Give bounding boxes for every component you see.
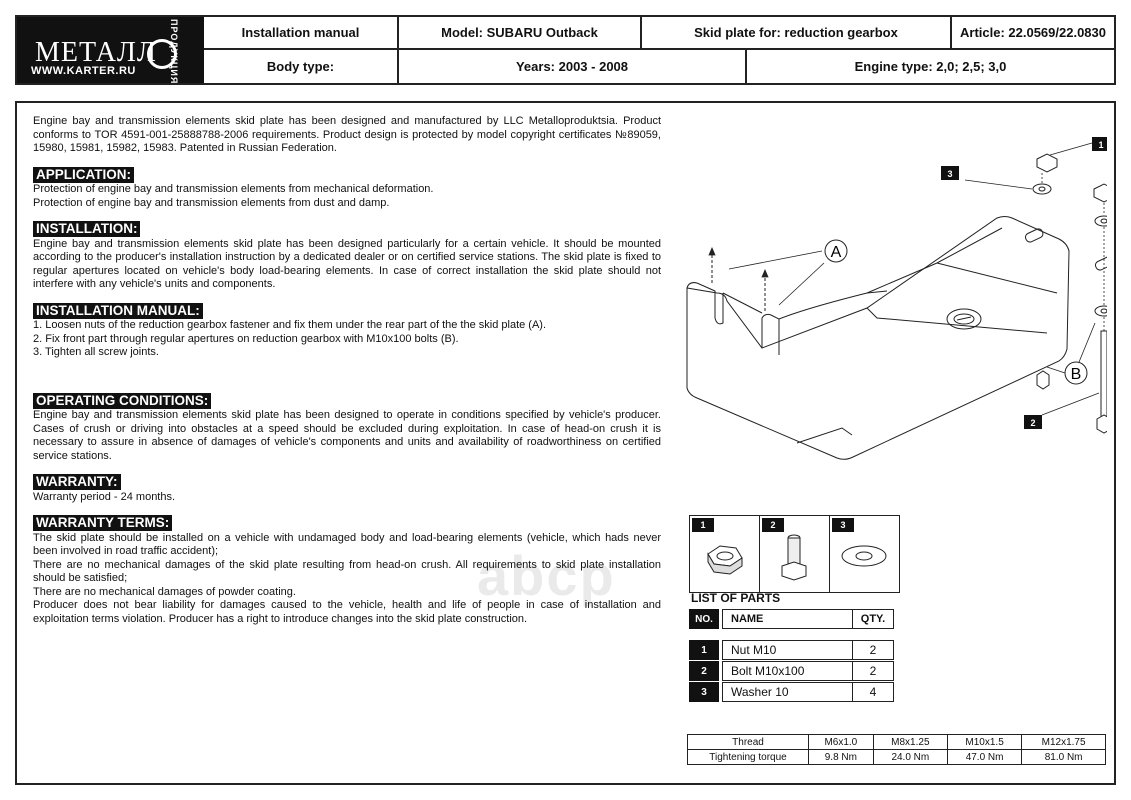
installation-manual-heading: INSTALLATION MANUAL:: [33, 303, 203, 319]
operating-heading: OPERATING CONDITIONS:: [33, 393, 211, 409]
callout-b: B: [1070, 366, 1082, 383]
skid-plate-drawing: [667, 123, 1107, 483]
parts-table: [689, 609, 894, 703]
part-qty: 2: [852, 661, 894, 681]
part-no: 2: [689, 661, 719, 681]
application-heading: APPLICATION:: [33, 167, 134, 183]
parts-row: [689, 682, 894, 702]
thread-size: M10x1.5: [947, 735, 1021, 750]
model-label: Model: SUBARU Outback: [399, 17, 642, 50]
parts-row: [689, 640, 894, 660]
installation-step: 3. Tighten all screw joints.: [33, 346, 159, 358]
application-line: Protection of engine bay and transmission elements from mechanical deformation.: [33, 183, 434, 195]
engine-type-label: Engine type: 2,0; 2,5; 3,0: [854, 59, 1007, 74]
thread-label: Thread: [688, 735, 809, 750]
logo-text: МЕТАЛЛ: [35, 37, 157, 68]
part-no: 1: [689, 640, 719, 660]
torque-row: [688, 750, 1106, 765]
thread-size: M6x1.0: [809, 735, 874, 750]
installation-step: 1. Loosen nuts of the reduction gearbox fastener and fix them under the rear part of the the skid plate (A).: [33, 319, 547, 331]
callout-3: 3: [947, 169, 953, 179]
warranty-term: The skid plate should be installed on a vehicle with undamaged body and load-bearing elements (vehicle, which hads never been involved in road traffic accident);: [33, 531, 661, 557]
manual-label: Installation manual: [204, 17, 399, 50]
watermark: abcp: [477, 544, 616, 607]
years-label: Years: 2003 - 2008: [399, 50, 747, 83]
part-number: 3: [832, 518, 854, 532]
col-name: NAME: [722, 609, 852, 629]
warranty-terms-heading: WARRANTY TERMS:: [33, 515, 172, 531]
parts-images: [689, 515, 900, 593]
parts-row: [689, 661, 894, 681]
callout-1: 1: [1098, 140, 1104, 150]
part-name: Washer 10: [722, 682, 852, 702]
part-qty: 2: [852, 640, 894, 660]
part-number: 2: [762, 518, 784, 532]
warranty-term: Producer does not bear liability for damages caused to the vehicle, health and life of people in case of installation and exploitation terms violation. Producer has a right to introduce changes into the skid plate construction.: [33, 599, 661, 625]
application-list: [33, 183, 661, 210]
torque-value: 9.8 Nm: [809, 750, 874, 765]
logo-side-text: ПРОДУКЦИЯ: [169, 19, 179, 85]
part-image-washer: [830, 516, 899, 592]
manual-body: [15, 101, 1116, 785]
torque-label: Tightening torque: [688, 750, 809, 765]
part-no: 3: [689, 682, 719, 702]
installation-steps: [33, 319, 661, 360]
thread-size: M8x1.25: [873, 735, 947, 750]
col-no: NO.: [689, 609, 719, 629]
torque-table: [687, 734, 1106, 765]
body-type-label: Body type:: [204, 50, 399, 83]
part-name: Bolt M10x100: [722, 661, 852, 681]
company-logo: [17, 17, 204, 83]
warranty-heading: WARRANTY:: [33, 474, 121, 490]
thread-row: [688, 735, 1106, 750]
installation-step: 2. Fix front part through regular apertures on reduction gearbox with M10x100 bolts (B).: [33, 332, 459, 345]
callout-a: A: [830, 244, 842, 261]
logo-url: WWW.KARTER.RU: [31, 65, 136, 77]
col-qty: QTY.: [852, 609, 894, 629]
installation-paragraph: Engine bay and transmission elements skid plate has been designed particularly for a certain vehicle. It should be mounted according to the producer's installation instruction by a dedicated dealer or on certified service stations. The skid plate is fixed to regular apertures located on vehicle's body load-bearing elements. In case of correct installation the skid plate should not interfere with any vehicle's units and components.: [33, 237, 661, 290]
warranty-term: There are no mechanical damages of the skid plate resulting from head-on crush. All requirements to skid plate installation should be satisfied;: [33, 558, 661, 584]
warranty-paragraph: Warranty period - 24 months.: [33, 490, 176, 503]
thread-size: M12x1.75: [1022, 735, 1106, 750]
article-label: Article: 22.0569/22.0830: [952, 17, 1114, 50]
intro-paragraph: Engine bay and transmission elements skid plate has been designed and manufactured by LLC Metalloproduktsia. Product conforms to TOR 4591-001-25888788-2006 requirements. Product design is protected by model copyright certificates №89059, 15980, 15981, 15982, 15983. Patented in Russian Federation.: [33, 115, 661, 154]
parts-list-title: LIST OF PARTS: [691, 591, 781, 605]
title-block: [15, 15, 1116, 85]
plate-outline: [687, 217, 1069, 460]
callout-2: 2: [1030, 418, 1036, 428]
torque-value: 81.0 Nm: [1022, 750, 1106, 765]
skid-plate-label: Skid plate for: reduction gearbox: [642, 17, 952, 50]
part-number: 1: [692, 518, 714, 532]
part-image-bolt: [760, 516, 830, 592]
part-name: Nut M10: [722, 640, 852, 660]
part-image-nut: [690, 516, 760, 592]
operating-paragraph: Engine bay and transmission elements skid plate has been designed to operate in conditions specified by vehicle's producer. Cases of crush or driving into obstacles at a speed should be excluded during exploitation. In case of head-on crush it is necessary to assure in absence of damages of vehicle's components and units and availability of roadworthiness on certified service stations.: [33, 409, 661, 462]
torque-value: 24.0 Nm: [873, 750, 947, 765]
application-line: Protection of engine bay and transmission elements from dust and damp.: [33, 196, 390, 209]
torque-value: 47.0 Nm: [947, 750, 1021, 765]
parts-table-header: [689, 609, 894, 629]
part-qty: 4: [852, 682, 894, 702]
installation-heading: INSTALLATION:: [33, 221, 140, 237]
warranty-term: There are no mechanical damages of powder coating.: [33, 585, 296, 598]
